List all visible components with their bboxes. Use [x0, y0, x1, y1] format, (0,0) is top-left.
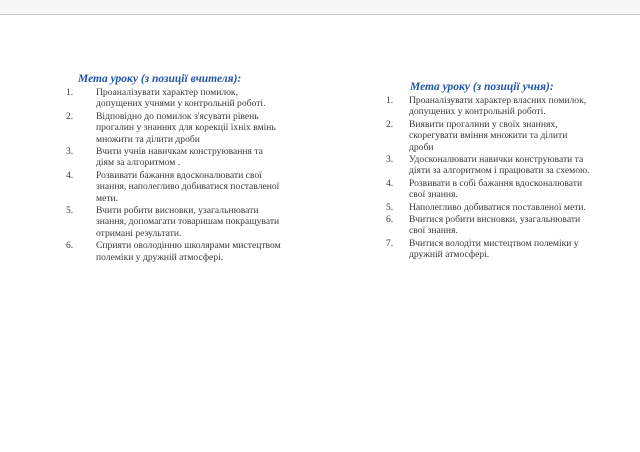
list-item	[382, 238, 592, 261]
item-text: Розвивати в собі бажання вдосконалювати свої знання.	[409, 177, 583, 201]
item-number: 7.	[386, 237, 394, 249]
list-item	[382, 202, 592, 213]
item-text: Наполегливо добиватися поставленої мети.	[409, 201, 586, 213]
list-item	[64, 240, 282, 263]
item-number: 3.	[386, 154, 394, 166]
item-number: 1.	[386, 95, 394, 106]
item-number: 2.	[386, 118, 394, 130]
list-item	[64, 87, 282, 110]
list-item	[382, 214, 592, 237]
student-goals-list	[382, 95, 592, 261]
teacher-goals-list	[64, 87, 282, 263]
item-text: Вчитися володіти мистецтвом полеміки у дружній атмосфері.	[409, 237, 579, 261]
item-number: 4.	[386, 177, 394, 189]
item-text: Сприяти оволодінню школярами мистецтвом полеміки у дружній атмосфері.	[96, 240, 281, 263]
item-number: 6.	[66, 240, 74, 252]
item-text: Вчитися робити висновки, узагальнювати свої знання.	[409, 214, 581, 237]
top-bar	[0, 0, 640, 15]
list-item	[382, 178, 592, 201]
item-text: Виявити прогалини у своїх знаннях, скорегувати вміння множити та ділити дроби	[409, 118, 568, 153]
list-item	[382, 154, 592, 177]
item-text: Відповідно до помилок з'ясувати рівень прогалин у знаннях для корекції їхніх вмінь множити та ділити дроби	[96, 110, 276, 145]
item-text: Розвивати бажання вдосконалювати свої знання, наполегливо добиватися поставленої мети.	[96, 169, 280, 204]
list-item	[64, 205, 282, 239]
teacher-goals-heading: Мета уроку (з позиції вчителя):	[78, 73, 242, 85]
item-text: Удосконалювати навички конструювати та діяти за алгоритмом і працювати за схемою.	[409, 154, 590, 177]
item-number: 5.	[386, 201, 394, 213]
item-text: Вчити учнів навичкам конструювання та діям за алгоритмом .	[96, 146, 263, 169]
item-number: 5.	[66, 205, 74, 217]
item-text: Проаналізувати характер власних помилок, допущених у контрольній роботі.	[409, 95, 587, 118]
list-item	[64, 170, 282, 204]
student-goals	[382, 80, 592, 262]
item-number: 6.	[386, 214, 394, 226]
list-item	[382, 119, 592, 153]
list-item	[64, 146, 282, 169]
item-number: 4.	[66, 169, 74, 181]
item-text: Вчити робити висновки, узагальнювати знання, допомагати товаришам покращувати отримані результати.	[96, 205, 280, 239]
item-number: 1.	[66, 87, 74, 98]
teacher-goals	[64, 72, 282, 264]
list-item	[382, 95, 592, 118]
student-goals-heading: Мета уроку (з позиції учня):	[410, 81, 554, 93]
item-text: Проаналізувати характер помилок, допущених учнями у контрольній роботі.	[96, 87, 266, 110]
item-number: 2.	[66, 110, 74, 122]
item-number: 3.	[66, 146, 74, 158]
list-item	[64, 111, 282, 145]
